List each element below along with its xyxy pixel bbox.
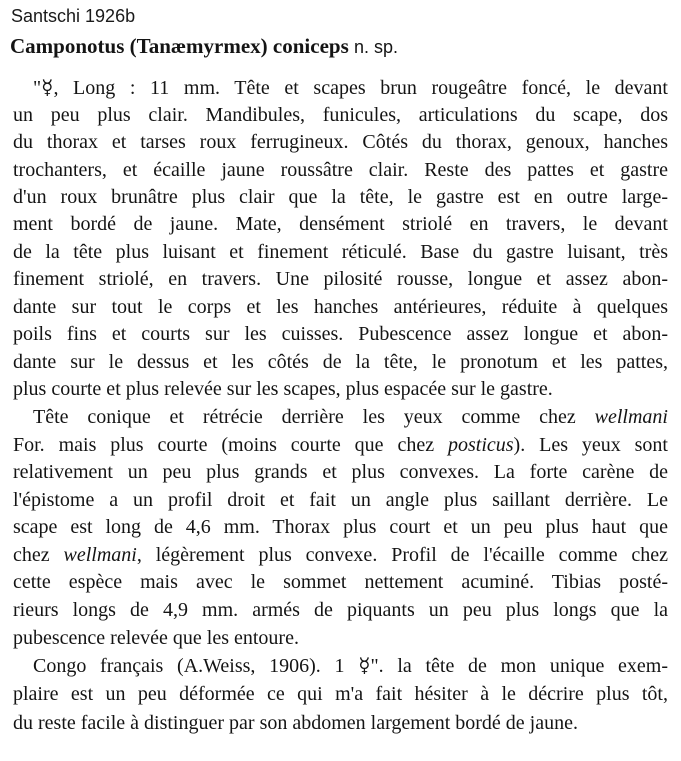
text-line bbox=[13, 293, 668, 321]
text-run: de la tête plus luisant et finement réticulé. Base du gastre luisant, très bbox=[13, 241, 668, 263]
text-run: trochanters, et écaille jaune roussâtre clair. Reste des pattes et gastre bbox=[13, 159, 668, 181]
taxon-name: wellmani bbox=[63, 544, 137, 566]
text-run: dante sur tout le corps et les hanches antérieures, réduite à quelques bbox=[13, 296, 668, 318]
species-title bbox=[10, 34, 398, 59]
text-run: cette espèce mais avec le sommet nettement acuminé. Tibias posté- bbox=[13, 571, 668, 593]
text-line bbox=[13, 709, 668, 737]
text-run: "☿, Long : 11 mm. Tête et scapes brun rougeâtre foncé, le devant bbox=[33, 77, 668, 99]
text-line bbox=[13, 320, 668, 348]
genus-name: Camponotus bbox=[10, 34, 125, 58]
taxon-name: wellmani bbox=[594, 406, 668, 428]
text-line bbox=[13, 431, 668, 459]
text-run: d'un roux brunâtre plus clair que la tête, le gastre est en outre large- bbox=[13, 186, 668, 208]
text-line bbox=[13, 210, 668, 238]
text-line bbox=[13, 486, 668, 514]
text-line bbox=[13, 128, 668, 156]
taxon-name: posticus bbox=[447, 434, 514, 456]
text-run: Tête conique et rétrécie derrière les yeux comme chez bbox=[33, 406, 595, 428]
species-name: coniceps bbox=[272, 34, 349, 58]
text-run: For. mais plus courte (moins courte que chez bbox=[13, 434, 448, 456]
text-run: dante sur le dessus et les côtés de la tête, le pronotum et les pattes, bbox=[13, 351, 668, 373]
text-run: pubescence relevée que les entoure. bbox=[13, 627, 299, 649]
text-line bbox=[13, 541, 668, 569]
text-line bbox=[13, 183, 668, 211]
text-run: ment bordé de jaune. Mate, densément striolé en travers, le devant bbox=[13, 213, 668, 235]
text-run: du thorax et tarses roux ferrugineux. Côtés du thorax, genoux, hanches bbox=[13, 131, 668, 153]
text-line bbox=[13, 513, 668, 541]
text-run: relativement un peu plus grands et plus convexes. La forte carène de bbox=[13, 461, 668, 483]
text-line bbox=[13, 156, 668, 184]
text-run: ). Les yeux sont bbox=[513, 434, 668, 456]
text-line bbox=[13, 375, 668, 403]
text-line bbox=[13, 568, 668, 596]
text-line bbox=[13, 624, 668, 652]
text-line bbox=[33, 74, 668, 102]
text-line bbox=[13, 458, 668, 486]
text-run: chez bbox=[13, 544, 64, 566]
text-line bbox=[13, 596, 668, 624]
text-run: l'épistome a un profil droit et fait un angle plus saillant derrière. Le bbox=[13, 489, 668, 511]
text-run: plaire est un peu déformée ce qui m'a fait hésiter à le décrire plus tôt, bbox=[13, 683, 668, 705]
text-run: rieurs longs de 4,9 mm. armés de piquants un peu plus longs que la bbox=[13, 599, 668, 621]
text-run: finement striolé, en travers. Une pilosité rousse, longue et assez abon- bbox=[13, 268, 668, 290]
species-status: n. sp. bbox=[354, 37, 399, 57]
text-run: scape est long de 4,6 mm. Thorax plus court et un peu plus haut que bbox=[13, 516, 668, 538]
citation-label: Santschi 1926b bbox=[11, 6, 136, 26]
text-run: plus courte et plus relevée sur les scapes, plus espacée sur le gastre. bbox=[13, 378, 553, 400]
text-line bbox=[13, 238, 668, 266]
text-run: , légèrement plus convexe. Profil de l'écaille comme chez bbox=[136, 544, 668, 566]
text-line bbox=[33, 403, 668, 431]
text-line bbox=[13, 680, 668, 708]
text-run: poils fins et courts sur les cuisses. Pubescence assez longue et abon- bbox=[13, 323, 668, 345]
text-line bbox=[13, 265, 668, 293]
text-line bbox=[13, 101, 668, 129]
text-run: du reste facile à distinguer par son abdomen largement bordé de jaune. bbox=[13, 712, 578, 734]
text-run: Congo français (A.Weiss, 1906). 1 ☿". la tête de mon unique exem- bbox=[33, 655, 668, 677]
text-line bbox=[13, 348, 668, 376]
text-line bbox=[33, 652, 668, 680]
text-run: un peu plus clair. Mandibules, funicules, articulations du scape, dos bbox=[13, 104, 668, 126]
subgenus-name: (Tanæmyrmex) bbox=[129, 34, 268, 58]
